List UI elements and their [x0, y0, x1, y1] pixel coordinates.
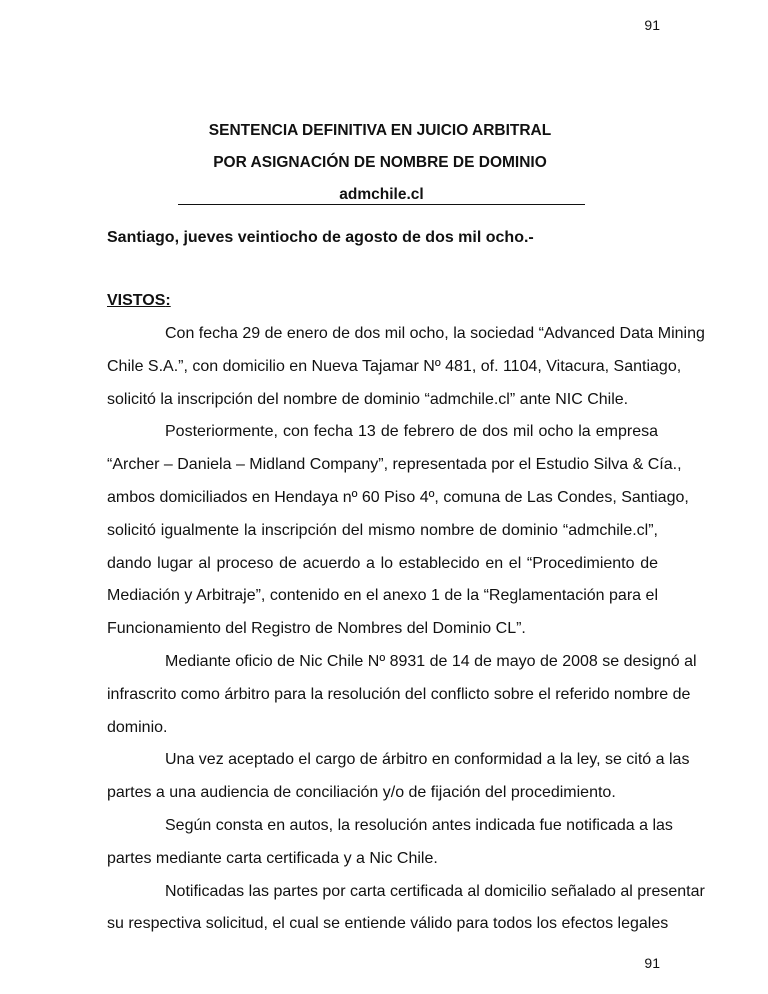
paragraph-line: “Archer – Daniela – Midland Company”, representada por el Estudio Silva & Cía., — [107, 456, 682, 474]
paragraph-line: infrascrito como árbitro para la resolución del conflicto sobre el referido nombre de — [107, 685, 691, 703]
paragraph-line: Funcionamiento del Registro de Nombres del Dominio CL”. — [107, 620, 526, 638]
vistos-label: VISTOS — [107, 292, 166, 309]
paragraph-line: dando lugar al proceso de acuerdo a lo establecido en el “Procedimiento de — [107, 554, 658, 572]
vistos-heading — [107, 292, 171, 310]
paragraph-line: Chile S.A.”, con domicilio en Nueva Tajamar Nº 481, of. 1104, Vitacura, Santiago, — [107, 357, 682, 375]
date-line: Santiago, jueves veintiocho de agosto de dos mil ocho.- — [107, 229, 534, 246]
paragraph-line: solicitó la inscripción del nombre de dominio “admchile.cl” ante NIC Chile. — [107, 390, 629, 408]
paragraph-line: solicitó igualmente la inscripción del mismo nombre de dominio “admchile.cl”, — [107, 521, 658, 539]
title-line-2: POR ASIGNACIÓN DE NOMBRE DE DOMINIO — [213, 154, 547, 171]
paragraph-line: Mediación y Arbitraje”, contenido en el anexo 1 de la “Reglamentación para el — [107, 587, 658, 605]
page-number-bottom: 91 — [644, 955, 660, 971]
title-line-1: SENTENCIA DEFINITIVA EN JUICIO ARBITRAL — [208, 122, 552, 139]
paragraph-line: Posteriormente, con fecha 13 de febrero de dos mil ocho la empresa — [165, 423, 658, 441]
paragraph-line: su respectiva solicitud, el cual se entiende válido para todos los efectos legales — [107, 915, 669, 933]
paragraph-line: ambos domiciliados en Hendaya nº 60 Piso 4º, comuna de Las Condes, Santiago, — [107, 488, 689, 506]
vistos-colon: : — [165, 292, 171, 309]
paragraph-line: Una vez aceptado el cargo de árbitro en conformidad a la ley, se citó a las — [165, 751, 690, 769]
paragraph-line: Notificadas las partes por carta certificada al domicilio señalado al presentar — [165, 882, 705, 900]
document-body — [107, 324, 705, 947]
paragraph-line: partes mediante carta certificada y a Nic Chile. — [107, 849, 438, 867]
domain-name: admchile.cl — [178, 185, 585, 205]
paragraph-line: partes a una audiencia de conciliación y/o de fijación del procedimiento. — [107, 784, 616, 802]
paragraph-line: Según consta en autos, la resolución antes indicada fue notificada a las — [165, 816, 673, 834]
paragraph-line: Con fecha 29 de enero de dos mil ocho, la sociedad “Advanced Data Mining — [165, 325, 705, 342]
paragraph-line: dominio. — [107, 718, 168, 736]
page-number-top: 91 — [644, 17, 660, 33]
paragraph-line: Mediante oficio de Nic Chile Nº 8931 de 14 de mayo de 2008 se designó al — [165, 652, 697, 670]
